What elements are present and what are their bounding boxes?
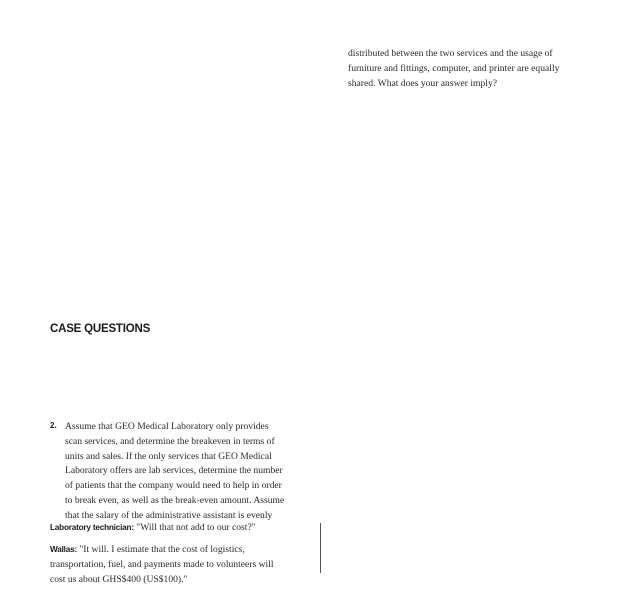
continued-paragraph [348, 47, 598, 91]
speaker-label: Wallas: [50, 545, 77, 554]
dialogue-text: "It will. I estimate that the cost of logistics, [79, 544, 245, 555]
question-2-text [65, 420, 310, 524]
technician-dialogue [50, 521, 256, 536]
dialogue-text: "Will that not add to our cost?" [136, 522, 256, 533]
text-line: units and sales. If the only services that GEO Medical [65, 450, 272, 462]
text-line: transportation, fuel, and payments made to volunteers will [50, 558, 274, 570]
text-line: furniture and fittings, computer, and printer are equally [348, 62, 560, 74]
text-line: cost us about GHS$400 (US$100)." [50, 573, 188, 585]
text-line: shared. What does your answer imply? [348, 77, 498, 89]
question-number: 2. [50, 421, 57, 430]
text-line: to break even, as well as the break-even amount. Assume [65, 494, 285, 506]
text-line: of patients that the company would need to help in order [65, 480, 282, 492]
case-questions-heading: CASE QUESTIONS [50, 323, 151, 335]
text-line: scan services, and determine the breakeven in terms of [65, 435, 275, 447]
text-line: that the salary of the administrative assistant is evenly [65, 509, 273, 521]
speaker-label: Laboratory technician: [50, 523, 134, 532]
text-line [50, 543, 310, 558]
text-line: distributed between the two services and the usage of [348, 48, 553, 59]
column-divider [320, 523, 321, 573]
text-line: Assume that GEO Medical Laboratory only provides [65, 421, 269, 432]
text-line: Laboratory offers are lab services, determine the number [65, 465, 283, 477]
wallas-dialogue [50, 543, 310, 587]
